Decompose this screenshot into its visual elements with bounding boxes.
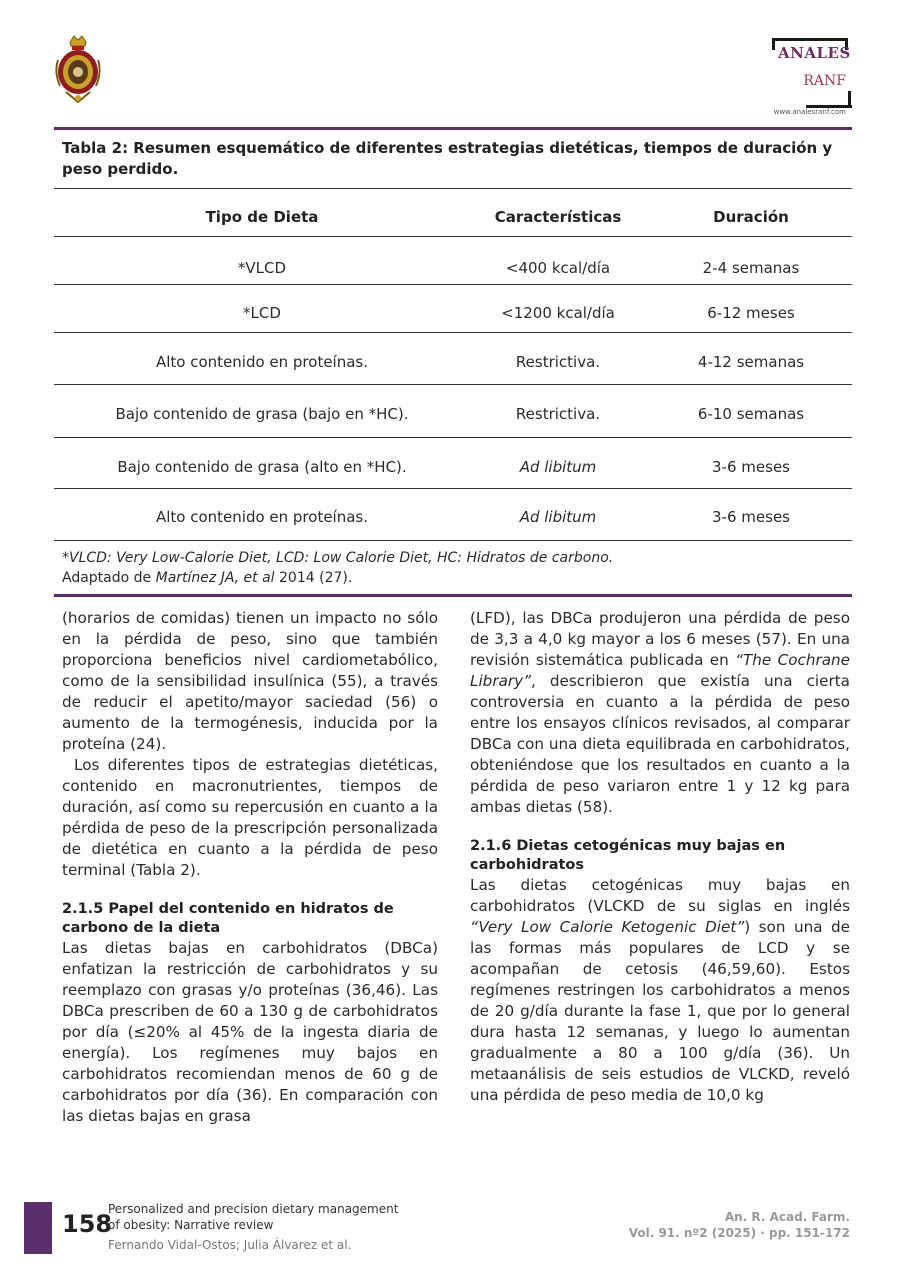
table-bottom-rule [54,594,852,597]
text-run: ) son una de las formas más populares de LCD y se acompañan de cetosis (46,59,60). Estos regímenes restringen los carbohidratos a menos de 20 g/día durante la fase 1, que por lo general dura hasta 12 semanas, y luego lo aumentan gradualmente a 80 a 100 g/día (36). Un metaanálisis de seis estudios de VLCKD, reveló una pérdida de peso media de 10,0 kg [470,918,850,1104]
footer-authors: Fernando Vidal-Ostos; Julia Álvarez et al. [108,1238,352,1252]
cochrane-library-citation: “The Cochrane Library” [470,651,850,690]
footer-volume-info: Vol. 91. nº2 (2025) · pp. 151-172 [628,1226,850,1240]
table-cell-duration: 4-12 semanas [697,353,805,371]
footnote-source-ref: Martínez JA, et al [155,570,275,586]
footer-article-title: Personalized and precision dietary management [108,1202,399,1216]
table-cell-features: <400 kcal/día [505,259,611,277]
footer-journal-name: An. R. Acad. Farm. [724,1210,850,1224]
table-rule [54,284,852,285]
table-cell-duration: 3-6 meses [712,508,790,526]
table-cell-diet: *VLCD [237,259,287,277]
table-rule [54,332,852,333]
paragraph: Los diferentes tipos de estrategias dietéticas, contenido en macronutrientes, tiempos de duración, así como su repercusión en cuanto a la pérdida de peso de la prescripción personalizada de dietética en cuanto a la pérdida de peso terminal (Tabla 2). [62,756,438,879]
table-footnote-source [62,570,352,586]
section-heading-2-1-5: 2.1.5 Papel del contenido en hidratos de carbono de la dieta [62,901,394,936]
footer-article-title: of obesity: Narrative review [108,1218,274,1232]
table-top-rule [54,127,852,130]
vlckd-term: “Very Low Calorie Ketogenic Diet” [470,918,745,936]
table-rule [54,488,852,489]
text-run: , describieron que existía una cierta controversia en cuanto a la pérdida de peso entre los ensayos clínicos revisados, al comparar DBCa con una dieta equilibrada en carbohidratos, obteniéndose que los resultados en cuanto a la pérdida de peso variaron entre 1 y 12 kg para ambas dietas (58). [470,672,850,816]
journal-logo-sub: RANF [803,73,846,89]
table-footnote-abbreviations: *VLCD: Very Low-Calorie Diet, LCD: Low Calorie Diet, HC: Hidratos de carbono. [62,550,614,566]
table-cell-diet: Bajo contenido de grasa (bajo en *HC). [115,405,409,423]
table-cell-features: Restrictiva. [515,405,601,423]
left-text-column [62,608,438,1127]
paragraph: Las dietas bajas en carbohidratos (DBCa) enfatizan la restricción de carbohidratos y su reemplazo con grasas y/o proteínas (36,46). Las DBCa prescriben de 60 a 130 g de carbohidratos por día (≤20% al 45% de la ingesta diaria de energía). Los regímenes muy bajos en carbohidratos recomiendan menos de 60 g de carbohidratos por día (36). En comparación con las dietas bajas en grasa [62,939,438,1125]
table-header-features: Características [494,208,622,226]
table-cell-diet: Alto contenido en proteínas. [155,508,369,526]
table-cell-features: Ad libitum [519,458,597,476]
footnote-source-suffix: 2014 (27). [274,570,353,586]
page-number: 158 [62,1210,113,1238]
paragraph: (horarios de comidas) tienen un impacto no sólo en la pérdida de peso, sino que también proporciona beneficios nivel cardiometabólico, como de la sensibilidad insulínica (55), a través de reducir el apetito/mayor saciedad (56) o aumento de la termogénesis, inducida por la proteína (24). [62,609,438,753]
right-text-column [470,608,850,1106]
section-heading-2-1-6: 2.1.6 Dietas cetogénicas muy bajas en carbohidratos [470,838,786,873]
table-rule [54,236,852,237]
table-cell-features: <1200 kcal/día [501,304,615,322]
footer-accent-bar [24,1202,52,1254]
table-cell-diet: *LCD [243,304,281,322]
table-cell-diet: Bajo contenido de grasa (alto en *HC). [117,458,407,476]
journal-url: www.analesranf.com [773,108,846,116]
table-cell-duration: 6-12 meses [707,304,795,322]
table-rule [54,437,852,438]
footnote-source-prefix: Adaptado de [62,570,156,586]
royal-academy-crest-icon [52,32,104,106]
text-run: Las dietas cetogénicas muy bajas en carbohidratos (VLCKD de su siglas en inglés [470,876,850,915]
table-rule [54,188,852,189]
table-cell-duration: 2-4 semanas [702,259,800,277]
journal-logo-name: ANALES [778,44,851,62]
paragraph [470,875,850,1106]
table-cell-features: Ad libitum [519,508,597,526]
table-header-duration: Duración [713,208,789,226]
table-rule [54,540,852,541]
paragraph [470,608,850,818]
table-cell-features: Restrictiva. [515,353,601,371]
table-title: Tabla 2: Resumen esquemático de diferentes estrategias dietéticas, tiempos de duración y peso perdido. [62,139,833,178]
text-run: (LFD), las DBCa produjeron una pérdida de peso de 3,3 a 4,0 kg mayor a los 6 meses (57). En una revisión sistemática publicada en [470,609,850,669]
table-header-diet: Tipo de Dieta [205,208,319,226]
table-cell-duration: 6-10 semanas [697,405,805,423]
table-cell-duration: 3-6 meses [712,458,790,476]
table-cell-diet: Alto contenido en proteínas. [155,353,369,371]
table-rule [54,384,852,385]
